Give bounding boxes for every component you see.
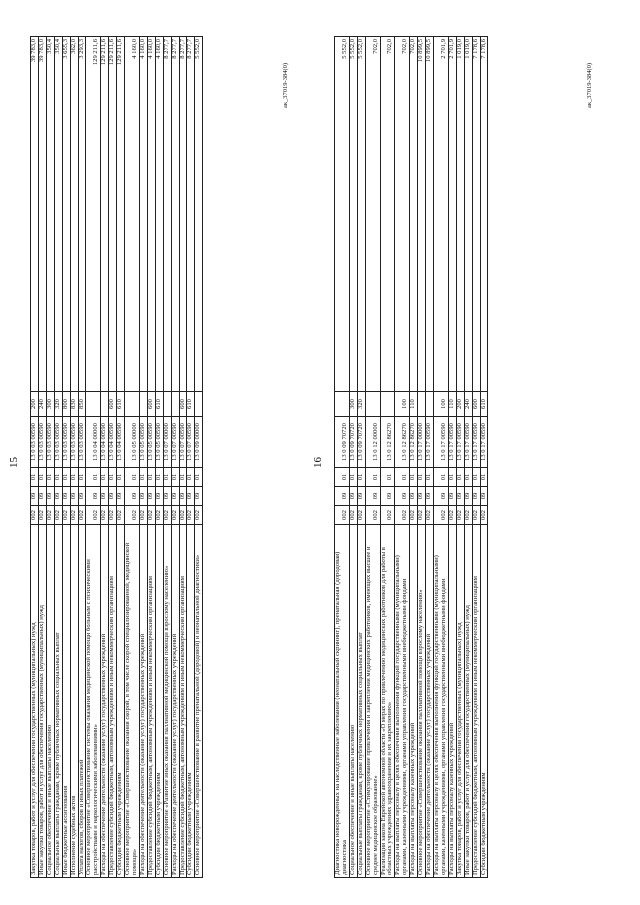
ministry-code-cell: 002 — [365, 506, 380, 525]
target-article-cell: 13 0 05 00590 — [155, 417, 163, 468]
expense-type-cell: 850 — [78, 392, 86, 417]
expense-type-cell — [380, 392, 395, 417]
ministry-code-cell: 002 — [54, 506, 62, 525]
expense-type-cell: 100 — [433, 392, 448, 417]
target-article-cell: 13 0 09 70720 — [357, 417, 365, 468]
ministry-code-cell: 002 — [179, 506, 187, 525]
subsection-code-cell: 01 — [117, 468, 125, 487]
expense-type-cell — [125, 392, 140, 417]
table-row — [70, 37, 78, 878]
row-name-cell: Исполнение судебных актов — [70, 525, 78, 878]
subsection-code-cell: 01 — [433, 468, 448, 487]
table-row — [464, 37, 472, 878]
target-article-cell: 13 0 07 00590 — [187, 417, 195, 468]
row-name-cell: Расходы на обеспечение деятельности (оказание услуг) государственных учреждений — [426, 525, 434, 878]
target-article-cell: 13 0 03 00590 — [78, 417, 86, 468]
ministry-code-cell: 002 — [46, 506, 54, 525]
row-name-cell: Реализация закона Еврейской автономной области «О мерах по привлечению медицинских работников для работы в областных учреждениях здравоохранения и их закреплению» — [380, 525, 395, 878]
page-16-panel — [312, 36, 593, 878]
target-article-cell: 13 0 07 00590 — [179, 417, 187, 468]
expense-type-cell: 610 — [117, 392, 125, 417]
ministry-code-cell: 002 — [472, 506, 480, 525]
expense-type-cell — [418, 392, 426, 417]
row-name-cell: Закупка товаров, работ и услуг для обеспечения государственных (муниципальных) нужд — [456, 525, 464, 878]
amount-cell: 5 552,0 — [349, 37, 357, 392]
ministry-code-cell: 002 — [163, 506, 171, 525]
row-name-cell: Расходы на выплаты персоналу казенных учреждений — [448, 525, 456, 878]
table-row — [433, 37, 448, 878]
target-article-cell: 13 0 12 86270 — [395, 417, 410, 468]
subsection-code-cell: 01 — [410, 468, 418, 487]
subsection-code-cell: 01 — [163, 468, 171, 487]
subsection-code-cell: 01 — [109, 468, 117, 487]
target-article-cell: 13 0 12 86270 — [410, 417, 418, 468]
ministry-code-cell: 002 — [426, 506, 434, 525]
subsection-code-cell: 01 — [31, 468, 39, 487]
row-name-cell: Предоставление субсидий бюджетным, автономным учреждениям и иным некоммерческим организациям — [109, 525, 117, 878]
subsection-code-cell: 01 — [38, 468, 46, 487]
amount-cell: 10 899,5 — [418, 37, 426, 392]
row-name-cell: Расходы на выплаты персоналу в целях обеспечения выполнения функций государственными (муниципальными) органами, казенными учреждениями, органами управления государственными внебюджетными фондами — [433, 525, 448, 878]
subsection-code-cell: 01 — [357, 468, 365, 487]
section-code-cell: 09 — [147, 487, 155, 506]
target-article-cell: 13 0 04 00000 — [86, 417, 101, 468]
target-article-cell: 13 0 17 00590 — [426, 417, 434, 468]
table-row — [357, 37, 365, 878]
target-article-cell: 13 0 09 70720 — [349, 417, 357, 468]
section-code-cell: 09 — [418, 487, 426, 506]
row-name-cell: Уплата налогов, сборов и иных платежей — [78, 525, 86, 878]
subsection-code-cell: 01 — [365, 468, 380, 487]
row-name-cell: Предоставление субсидий бюджетным, автономным учреждениям и иным некоммерческим организациям — [179, 525, 187, 878]
amount-cell: 4 160,0 — [147, 37, 155, 392]
page-number: 15 — [8, 457, 20, 468]
table-row — [365, 37, 380, 878]
ministry-code-cell: 002 — [78, 506, 86, 525]
section-code-cell: 09 — [472, 487, 480, 506]
section-code-cell: 09 — [380, 487, 395, 506]
expense-type-cell — [335, 392, 350, 417]
table-row — [472, 37, 480, 878]
section-code-cell: 09 — [139, 487, 147, 506]
subsection-code-cell: 01 — [187, 468, 195, 487]
section-code-cell: 09 — [163, 487, 171, 506]
ministry-code-cell: 002 — [139, 506, 147, 525]
expense-type-cell: 100 — [395, 392, 410, 417]
section-code-cell: 09 — [86, 487, 101, 506]
section-code-cell: 09 — [70, 487, 78, 506]
target-article-cell: 13 0 12 86270 — [380, 417, 395, 468]
ministry-code-cell: 002 — [448, 506, 456, 525]
target-article-cell: 13 0 05 00000 — [125, 417, 140, 468]
row-name-cell: Основное мероприятие «Развитие иных оказания паллиативной медицинской помощи взрослому населению» — [163, 525, 171, 878]
target-article-cell: 13 0 04 00590 — [109, 417, 117, 468]
target-article-cell: 13 0 17 00590 — [456, 417, 464, 468]
subsection-code-cell: 01 — [70, 468, 78, 487]
subsection-code-cell: 01 — [125, 468, 140, 487]
amount-cell: 8 277,7 — [179, 37, 187, 392]
row-name-cell: Расходы на выплаты персоналу в целях обеспечения выполнения функций государственными (муниципальными) органами, казенными учреждениями, органами управления государственными внебюджетными фондами — [395, 525, 410, 878]
amount-cell: 2 701,9 — [433, 37, 448, 392]
subsection-code-cell: 01 — [171, 468, 179, 487]
expense-type-cell — [86, 392, 101, 417]
expense-type-cell: 600 — [109, 392, 117, 417]
target-article-cell: 13 0 03 00590 — [62, 417, 70, 468]
expense-type-cell: 110 — [410, 392, 418, 417]
expense-type-cell — [171, 392, 179, 417]
ministry-code-cell: 002 — [410, 506, 418, 525]
row-name-cell: Иные бюджетные ассигнования — [62, 525, 70, 878]
amount-cell: 5 552,0 — [357, 37, 365, 392]
amount-cell: 350,4 — [46, 37, 54, 392]
table-row — [195, 37, 203, 878]
expense-type-cell: 110 — [448, 392, 456, 417]
ministry-code-cell: 002 — [456, 506, 464, 525]
ministry-code-cell: 002 — [349, 506, 357, 525]
ministry-code-cell: 002 — [187, 506, 195, 525]
amount-cell: 4 160,0 — [125, 37, 140, 392]
amount-cell: 129 211,6 — [86, 37, 101, 392]
amount-cell: 10 899,5 — [426, 37, 434, 392]
ministry-code-cell: 002 — [433, 506, 448, 525]
row-name-cell: Социальные выплаты гражданам, кроме публичных нормативных социальных выплат — [54, 525, 62, 878]
table-row — [395, 37, 410, 878]
table-row — [54, 37, 62, 878]
expense-type-cell: 600 — [472, 392, 480, 417]
table-row — [86, 37, 101, 878]
section-code-cell: 09 — [187, 487, 195, 506]
amount-cell: 4 160,0 — [155, 37, 163, 392]
amount-cell: 1 019,0 — [464, 37, 472, 392]
amount-cell: 5 552,0 — [195, 37, 203, 392]
row-name-cell: Иные закупки товаров, работ и услуг для обеспечения государственных (муниципальных) нужд — [464, 525, 472, 878]
target-article-cell: 13 0 12 00000 — [365, 417, 380, 468]
target-article-cell: 13 0 05 00590 — [147, 417, 155, 468]
row-name-cell: Предоставление субсидий бюджетным, автономным учреждениям и иным некоммерческим организациям — [147, 525, 155, 878]
subsection-code-cell: 01 — [349, 468, 357, 487]
expense-type-cell: 830 — [70, 392, 78, 417]
row-name-cell: Субсидии бюджетным учреждениям — [187, 525, 195, 878]
table-row — [171, 37, 179, 878]
ministry-code-cell: 002 — [62, 506, 70, 525]
target-article-cell: 13 0 17 00590 — [433, 417, 448, 468]
ministry-code-cell: 002 — [380, 506, 395, 525]
ministry-code-cell: 002 — [86, 506, 101, 525]
row-name-cell: Расходы на обеспечение деятельности (оказание услуг) государственных учреждений — [171, 525, 179, 878]
ministry-code-cell: 002 — [38, 506, 46, 525]
section-code-cell: 09 — [448, 487, 456, 506]
section-code-cell: 09 — [46, 487, 54, 506]
expense-type-cell: 320 — [54, 392, 62, 417]
subsection-code-cell: 01 — [155, 468, 163, 487]
section-code-cell: 09 — [357, 487, 365, 506]
subsection-code-cell: 01 — [54, 468, 62, 487]
section-code-cell: 09 — [179, 487, 187, 506]
target-article-cell: 13 0 07 00000 — [163, 417, 171, 468]
subsection-code-cell: 01 — [86, 468, 101, 487]
expense-type-cell: 240 — [38, 392, 46, 417]
amount-cell: 3 655,3 — [62, 37, 70, 392]
row-name-cell: Основное мероприятие «Совершенствование системы оказания медицинской помощи больным с психическими расстройствами и наркологическими заболеваниями» — [86, 525, 101, 878]
subsection-code-cell: 01 — [195, 468, 203, 487]
subsection-code-cell: 01 — [62, 468, 70, 487]
expense-type-cell — [365, 392, 380, 417]
section-code-cell: 09 — [31, 487, 39, 506]
amount-cell: 129 211,6 — [101, 37, 109, 392]
subsection-code-cell: 01 — [418, 468, 426, 487]
row-name-cell: Предоставление субсидий бюджетным, автономным учреждениям и иным некоммерческим организациям — [472, 525, 480, 878]
expense-type-cell: 600 — [179, 392, 187, 417]
budget-table — [334, 36, 488, 878]
target-article-cell: 13 0 17 00590 — [464, 417, 472, 468]
target-article-cell: 13 0 09 70720 — [335, 417, 350, 468]
ministry-code-cell: 002 — [335, 506, 350, 525]
amount-cell: 39 783,0 — [31, 37, 39, 392]
table-row — [335, 37, 350, 878]
amount-cell: 362,0 — [70, 37, 78, 392]
table-row — [62, 37, 70, 878]
amount-cell: 7 178,6 — [480, 37, 488, 392]
ministry-code-cell: 002 — [70, 506, 78, 525]
row-name-cell: Расходы на обеспечение деятельности (оказание услуг) государственных учреждений — [101, 525, 109, 878]
amount-cell: 702,0 — [395, 37, 410, 392]
row-name-cell: Закупка товаров, работ и услуг для обеспечения государственных (муниципальных) нужд — [31, 525, 39, 878]
row-name-cell: Социальное обеспечение и иные выплаты населению — [349, 525, 357, 878]
expense-type-cell: 610 — [480, 392, 488, 417]
target-article-cell: 13 0 09 00000 — [195, 417, 203, 468]
expense-type-cell: 300 — [349, 392, 357, 417]
row-name-cell: Субсидии бюджетным учреждениям — [155, 525, 163, 878]
target-article-cell: 13 0 07 00590 — [171, 417, 179, 468]
ministry-code-cell: 002 — [357, 506, 365, 525]
ministry-code-cell: 002 — [147, 506, 155, 525]
page-number: 16 — [312, 457, 324, 468]
table-row — [155, 37, 163, 878]
amount-cell: 2 701,9 — [448, 37, 456, 392]
table-row — [125, 37, 140, 878]
section-code-cell: 09 — [410, 487, 418, 506]
row-name-cell: Основное мероприятие «Совершенствование в развитие пренатальной (дородовой) и неонатальной диагностики» — [195, 525, 203, 878]
ministry-code-cell: 002 — [171, 506, 179, 525]
row-name-cell: Расходы на выплаты персоналу казенных учреждений — [410, 525, 418, 878]
section-code-cell: 09 — [125, 487, 140, 506]
ministry-code-cell: 002 — [195, 506, 203, 525]
expense-type-cell: 610 — [155, 392, 163, 417]
section-code-cell: 09 — [335, 487, 350, 506]
document-code: ак_37019-384(0) — [586, 62, 593, 108]
target-article-cell: 13 0 03 00590 — [70, 417, 78, 468]
subsection-code-cell: 01 — [179, 468, 187, 487]
row-name-cell: Расходы на обеспечение деятельности (оказание услуг) государственных учреждений — [139, 525, 147, 878]
subsection-code-cell: 01 — [46, 468, 54, 487]
amount-cell: 8 277,7 — [187, 37, 195, 392]
section-code-cell: 09 — [395, 487, 410, 506]
row-name-cell: Субсидии бюджетным учреждениям — [117, 525, 125, 878]
section-code-cell: 09 — [38, 487, 46, 506]
amount-cell: 702,0 — [380, 37, 395, 392]
row-name-cell: Диагностика новорожденных на наследственные заболевания (неонатальный скрининг), пренатальная (дородовая) диагностика — [335, 525, 350, 878]
subsection-code-cell: 01 — [426, 468, 434, 487]
target-article-cell: 13 0 03 00590 — [54, 417, 62, 468]
amount-cell: 4 160,0 — [139, 37, 147, 392]
amount-cell: 129 211,6 — [109, 37, 117, 392]
expense-type-cell — [163, 392, 171, 417]
expense-type-cell: 800 — [62, 392, 70, 417]
expense-type-cell — [195, 392, 203, 417]
row-name-cell: Социальное обеспечение и иные выплаты населению — [46, 525, 54, 878]
target-article-cell: 13 0 17 00590 — [472, 417, 480, 468]
section-code-cell: 09 — [349, 487, 357, 506]
section-code-cell: 09 — [195, 487, 203, 506]
ministry-code-cell: 002 — [101, 506, 109, 525]
subsection-code-cell: 01 — [147, 468, 155, 487]
subsection-code-cell: 01 — [480, 468, 488, 487]
ministry-code-cell: 002 — [464, 506, 472, 525]
section-code-cell: 09 — [109, 487, 117, 506]
section-code-cell: 09 — [171, 487, 179, 506]
subsection-code-cell: 01 — [456, 468, 464, 487]
subsection-code-cell: 01 — [472, 468, 480, 487]
subsection-code-cell: 01 — [78, 468, 86, 487]
target-article-cell: 13 0 04 00590 — [117, 417, 125, 468]
row-name-cell: Основное мероприятие «Совершенствование оказания паллиативной помощи взрослому населению» — [418, 525, 426, 878]
table-row — [480, 37, 488, 878]
subsection-code-cell: 01 — [101, 468, 109, 487]
section-code-cell: 09 — [62, 487, 70, 506]
ministry-code-cell: 002 — [418, 506, 426, 525]
section-code-cell: 09 — [365, 487, 380, 506]
amount-cell: 129 211,6 — [117, 37, 125, 392]
target-article-cell: 13 0 17 00590 — [448, 417, 456, 468]
subsection-code-cell: 01 — [380, 468, 395, 487]
target-article-cell: 13 0 03 00590 — [46, 417, 54, 468]
section-code-cell: 09 — [456, 487, 464, 506]
target-article-cell: 13 0 04 00590 — [101, 417, 109, 468]
section-code-cell: 09 — [155, 487, 163, 506]
expense-type-cell — [426, 392, 434, 417]
subsection-code-cell: 01 — [464, 468, 472, 487]
section-code-cell: 09 — [480, 487, 488, 506]
section-code-cell: 09 — [426, 487, 434, 506]
amount-cell: 1 019,0 — [456, 37, 464, 392]
amount-cell: 39 783,0 — [38, 37, 46, 392]
subsection-code-cell: 01 — [139, 468, 147, 487]
table-row — [163, 37, 171, 878]
ministry-code-cell: 002 — [155, 506, 163, 525]
target-article-cell: 13 0 03 00590 — [38, 417, 46, 468]
section-code-cell: 09 — [101, 487, 109, 506]
row-name-cell: Иные закупки товаров, работ и услуг для обеспечения государственных (муниципальных) нужд — [38, 525, 46, 878]
row-name-cell: Субсидии бюджетным учреждениям — [480, 525, 488, 878]
row-name-cell: Основное мероприятие «Совершенствование оказания скорой, в том числе скорой специализированной, медицинской помощи» — [125, 525, 140, 878]
amount-cell: 702,0 — [365, 37, 380, 392]
target-article-cell: 13 0 17 00590 — [480, 417, 488, 468]
expense-type-cell: 200 — [31, 392, 39, 417]
expense-type-cell: 600 — [147, 392, 155, 417]
table-row — [456, 37, 464, 878]
subsection-code-cell: 01 — [335, 468, 350, 487]
page-15-panel — [8, 36, 289, 878]
target-article-cell: 13 0 03 00590 — [31, 417, 39, 468]
row-name-cell: Социальные выплаты гражданам, кроме публичных нормативных социальных выплат — [357, 525, 365, 878]
section-code-cell: 09 — [78, 487, 86, 506]
section-code-cell: 09 — [433, 487, 448, 506]
amount-cell: 8 277,7 — [163, 37, 171, 392]
section-code-cell: 09 — [117, 487, 125, 506]
ministry-code-cell: 002 — [117, 506, 125, 525]
amount-cell: 350,4 — [54, 37, 62, 392]
budget-table — [30, 36, 203, 878]
expense-type-cell: 200 — [456, 392, 464, 417]
section-code-cell: 09 — [464, 487, 472, 506]
ministry-code-cell: 002 — [125, 506, 140, 525]
expense-type-cell: 300 — [46, 392, 54, 417]
section-code-cell: 09 — [54, 487, 62, 506]
table-row — [380, 37, 395, 878]
ministry-code-cell: 002 — [109, 506, 117, 525]
amount-cell: 7 178,6 — [472, 37, 480, 392]
target-article-cell: 13 0 05 00590 — [139, 417, 147, 468]
expense-type-cell: 240 — [464, 392, 472, 417]
subsection-code-cell: 01 — [395, 468, 410, 487]
amount-cell: 3 293,3 — [78, 37, 86, 392]
ministry-code-cell: 002 — [395, 506, 410, 525]
row-name-cell: Основное мероприятие «Стимулирование привлечения и закрепления медицинских работников, имеющих высшее и среднее медицинское образование» — [365, 525, 380, 878]
target-article-cell: 13 0 17 00000 — [418, 417, 426, 468]
document-code: ак_37019-384(0) — [282, 62, 289, 108]
ministry-code-cell: 002 — [480, 506, 488, 525]
expense-type-cell: 610 — [187, 392, 195, 417]
amount-cell: 5 552,0 — [335, 37, 350, 392]
subsection-code-cell: 01 — [448, 468, 456, 487]
amount-cell: 702,0 — [410, 37, 418, 392]
ministry-code-cell: 002 — [31, 506, 39, 525]
amount-cell: 8 277,7 — [171, 37, 179, 392]
expense-type-cell: 320 — [357, 392, 365, 417]
